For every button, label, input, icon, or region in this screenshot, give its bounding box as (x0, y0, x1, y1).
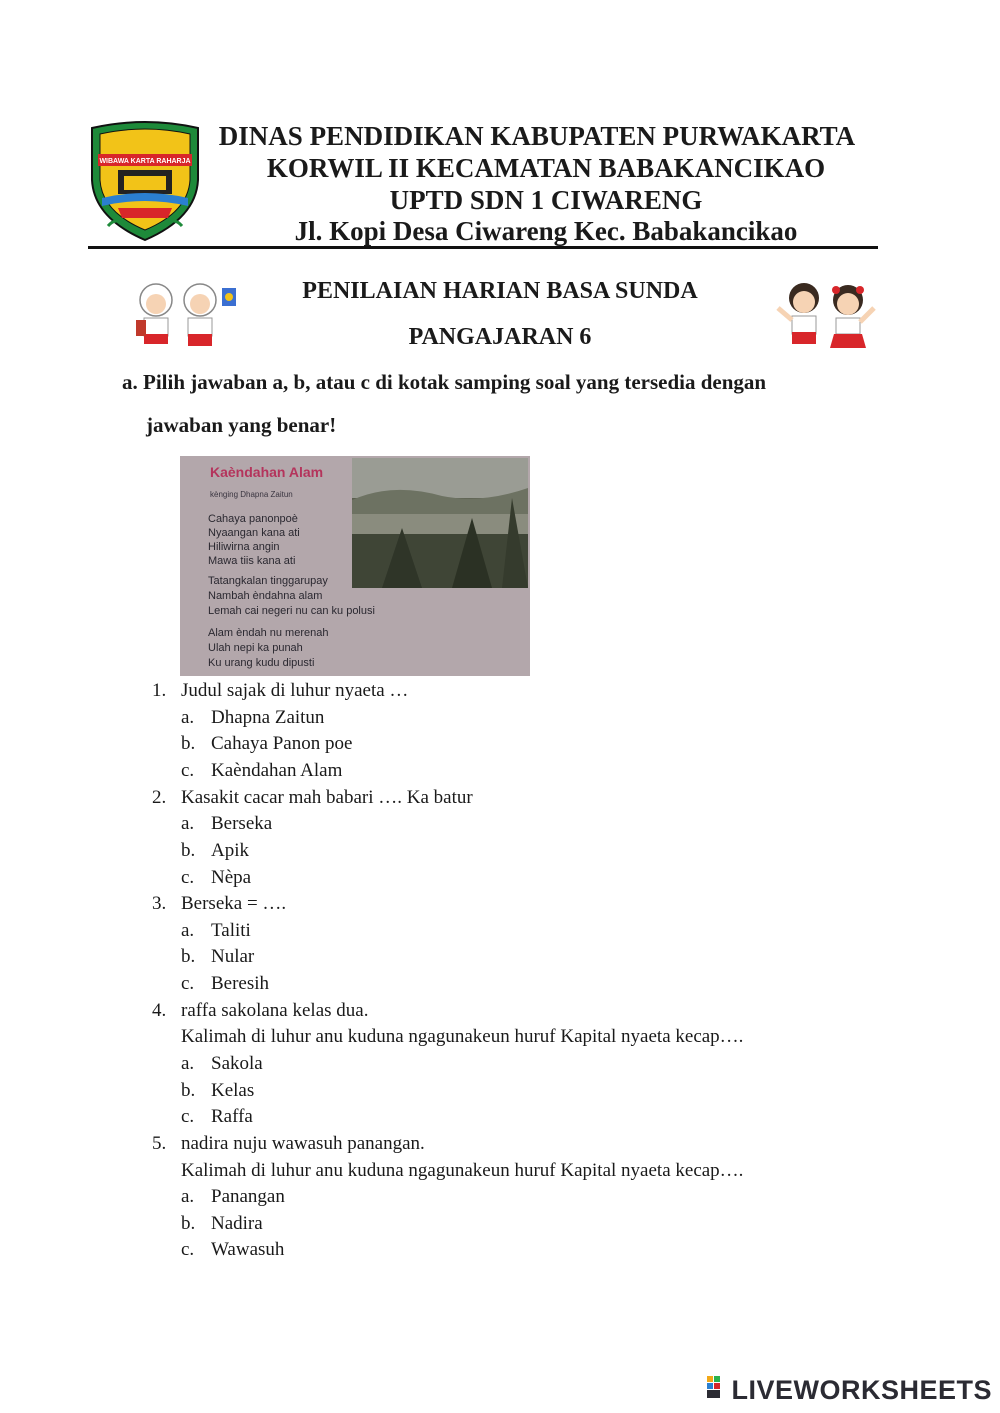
liveworksheets-logo-icon (707, 1376, 729, 1407)
option-1c[interactable]: c. Kaèndahan Alam (181, 760, 343, 781)
poem-line: Ku urang kudu dipusti (208, 657, 315, 669)
question-text: Berseka = …. (181, 893, 287, 914)
option-2a[interactable]: a. Berseka (181, 813, 273, 834)
liveworksheets-brand[interactable] (707, 1375, 992, 1407)
option-5a[interactable]: a. Panangan (181, 1186, 285, 1207)
poem-line: Nambah èndahna alam (208, 590, 323, 602)
question-1: 1. Judul sajak di luhur nyaeta … (152, 680, 409, 701)
poem-line: Cahaya panonpoè (208, 513, 298, 525)
option-4c[interactable]: c. Raffa (181, 1106, 253, 1127)
assessment-title: PENILAIAN HARIAN BASA SUNDA (302, 278, 698, 304)
question-3: 3. Berseka = …. (152, 893, 287, 914)
option-2b[interactable]: b. Apik (181, 840, 249, 861)
question-4: 4. raffa sakolana kelas dua. (152, 1000, 369, 1021)
question-text: Judul sajak di luhur nyaeta … (181, 680, 409, 701)
header-address: Jl. Kopi Desa Ciwareng Kec. Babakancikao (294, 216, 798, 246)
instruction-line2: jawaban yang benar! (146, 413, 337, 437)
option-5b[interactable]: b. Nadira (181, 1213, 263, 1234)
question-5: 5. nadira nuju wawasuh panangan. (152, 1133, 425, 1154)
option-3c[interactable]: c. Beresih (181, 973, 270, 994)
question-text: nadira nuju wawasuh panangan. (181, 1133, 425, 1154)
option-5c[interactable]: c. Wawasuh (181, 1239, 285, 1260)
poem-line: Mawa tiis kana ati (208, 555, 296, 567)
poem-line: Tatangkalan tinggarupay (208, 575, 328, 587)
option-2c[interactable]: c. Nèpa (181, 867, 252, 888)
poem-title: Kaèndahan Alam (210, 464, 324, 480)
lesson-title: PANGAJARAN 6 (408, 324, 592, 350)
option-4a[interactable]: a. Sakola (181, 1053, 263, 1074)
poem-author: kènging Dhapna Zaitun (210, 490, 293, 499)
poem-image (180, 456, 530, 676)
poem-line: Nyaangan kana ati (208, 527, 300, 539)
question-5-prompt: Kalimah di luhur anu kuduna ngagunakeun huruf Kapital nyaeta kecap…. (181, 1160, 744, 1181)
header-region: KORWIL II KECAMATAN BABAKANCIKAO (266, 153, 826, 183)
option-3b[interactable]: b. Nular (181, 946, 255, 967)
brand-text: LIVEWORKSHEETS (731, 1375, 992, 1405)
option-4b[interactable]: b. Kelas (181, 1080, 255, 1101)
landscape-photo (352, 458, 528, 588)
header-divider (88, 246, 878, 249)
question-4-prompt: Kalimah di luhur anu kuduna ngagunakeun huruf Kapital nyaeta kecap…. (181, 1026, 744, 1047)
poem-line: Alam èndah nu merenah (208, 627, 329, 639)
option-1b[interactable]: b. Cahaya Panon poe (181, 733, 353, 754)
poem-line: Hiliwirna angin (208, 541, 280, 553)
question-text: Kasakit cacar mah babari …. Ka batur (181, 787, 473, 808)
poem-line: Ulah nepi ka punah (208, 642, 303, 654)
question-text: raffa sakolana kelas dua. (181, 1000, 369, 1021)
header-agency: DINAS PENDIDIKAN KABUPATEN PURWAKARTA (218, 121, 856, 151)
question-2: 2. Kasakit cacar mah babari …. Ka batur (152, 787, 473, 808)
poem-line: Lemah cai negeri nu can ku polusi (208, 605, 375, 617)
instruction-line1: a. Pilih jawaban a, b, atau c di kotak samping soal yang tersedia dengan (122, 370, 767, 394)
option-1a[interactable]: a. Dhapna Zaitun (181, 707, 325, 728)
header-school: UPTD SDN 1 CIWARENG (389, 185, 703, 215)
svg-text:WIBAWA KARTA RAHARJA: WIBAWA KARTA RAHARJA (99, 158, 191, 165)
option-3a[interactable]: a. Taliti (181, 920, 251, 941)
